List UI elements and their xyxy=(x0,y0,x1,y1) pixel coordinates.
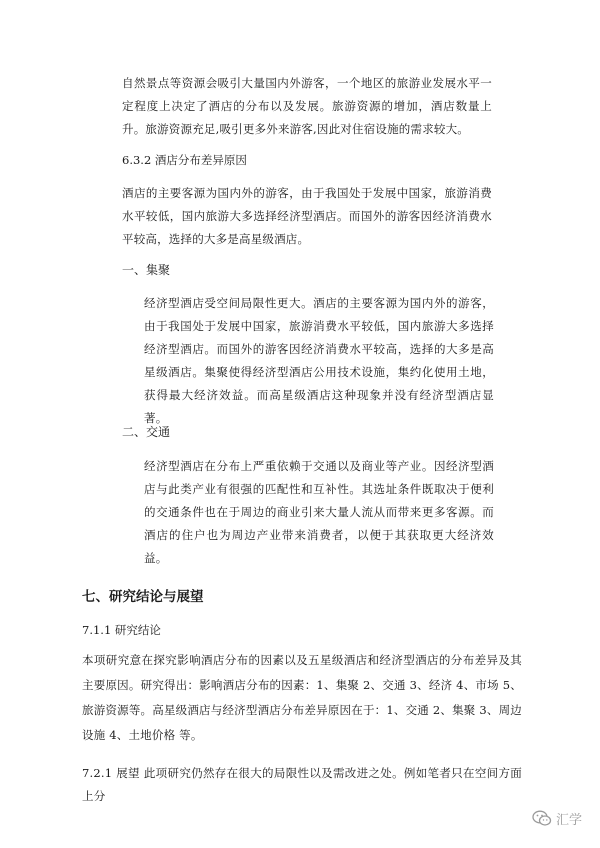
heading-agglomeration: 一、集聚 xyxy=(122,263,171,277)
paragraph-conclusion: 本项研究意在探究影响酒店分布的因素以及五星级酒店和经济型酒店的分布差异及其主要原因。研究得出：影响酒店分布的因素：1、集聚 2、交通 3、经济 4、市场 5、旅游资源等。高星级酒店与经济型酒店分布差异原因在于：1、交通 2、集聚 3、周边设施 4、土地价格 等。 xyxy=(82,653,522,742)
paragraph-transportation: 经济型酒店在分布上严重依赖于交通以及商业等产业。因经济型酒店与此类产业有很强的匹配性和互补性。其选址条件既取决于便利的交通条件也在于周边的商业引来大量人流从而带来更多客源。而酒店的住户也为周边产业带来消费者，以便于其获取更大经济效益。 xyxy=(144,459,494,565)
heading-section-seven: 七、研究结论与展望 xyxy=(82,589,204,605)
watermark-text: 汇学 xyxy=(555,813,582,828)
paragraph-tourism-resources: 自然景点等资源会吸引大量国内外游客，一个地区的旅游业发展水平一定程度上决定了酒店的分布以及发展。旅游资源的增加，酒店数量上升。旅游资源充足,吸引更多外来游客,因此对住宿设施的需求较大。 xyxy=(122,76,492,136)
watermark xyxy=(532,809,582,828)
heading-transportation: 二、交通 xyxy=(122,425,171,439)
paragraph-agglomeration: 经济型酒店受空间局限性更大。酒店的主要客源为国内外的游客，由于我国处于发展中国家，旅游消费水平较低，国内旅游大多选择经济型酒店。而国外的游客因经济消费水平较高，选择的大多是高星级酒店。集聚使得经济型酒店公用技术设施，集约化使用土地，获得最大经济效益。而高星级酒店这种现象并没有经济型酒店显著。 xyxy=(144,296,494,425)
paragraph-distribution-reason: 酒店的主要客源为国内外的游客，由于我国处于发展中国家，旅游消费水平较低，国内旅游大多选择经济型酒店。而国外的游客因经济消费水平较高，选择的大多是高星级酒店。 xyxy=(122,186,492,246)
heading-6-3-2: 6.3.2 酒店分布差异原因 xyxy=(122,153,247,167)
wechat-icon xyxy=(532,810,552,827)
heading-7-1-1: 7.1.1 研究结论 xyxy=(82,623,161,637)
paragraph-outlook: 7.2.1 展望 此项研究仍然存在很大的局限性以及需改进之处。例如笔者只在空间方面上分 xyxy=(82,766,522,803)
